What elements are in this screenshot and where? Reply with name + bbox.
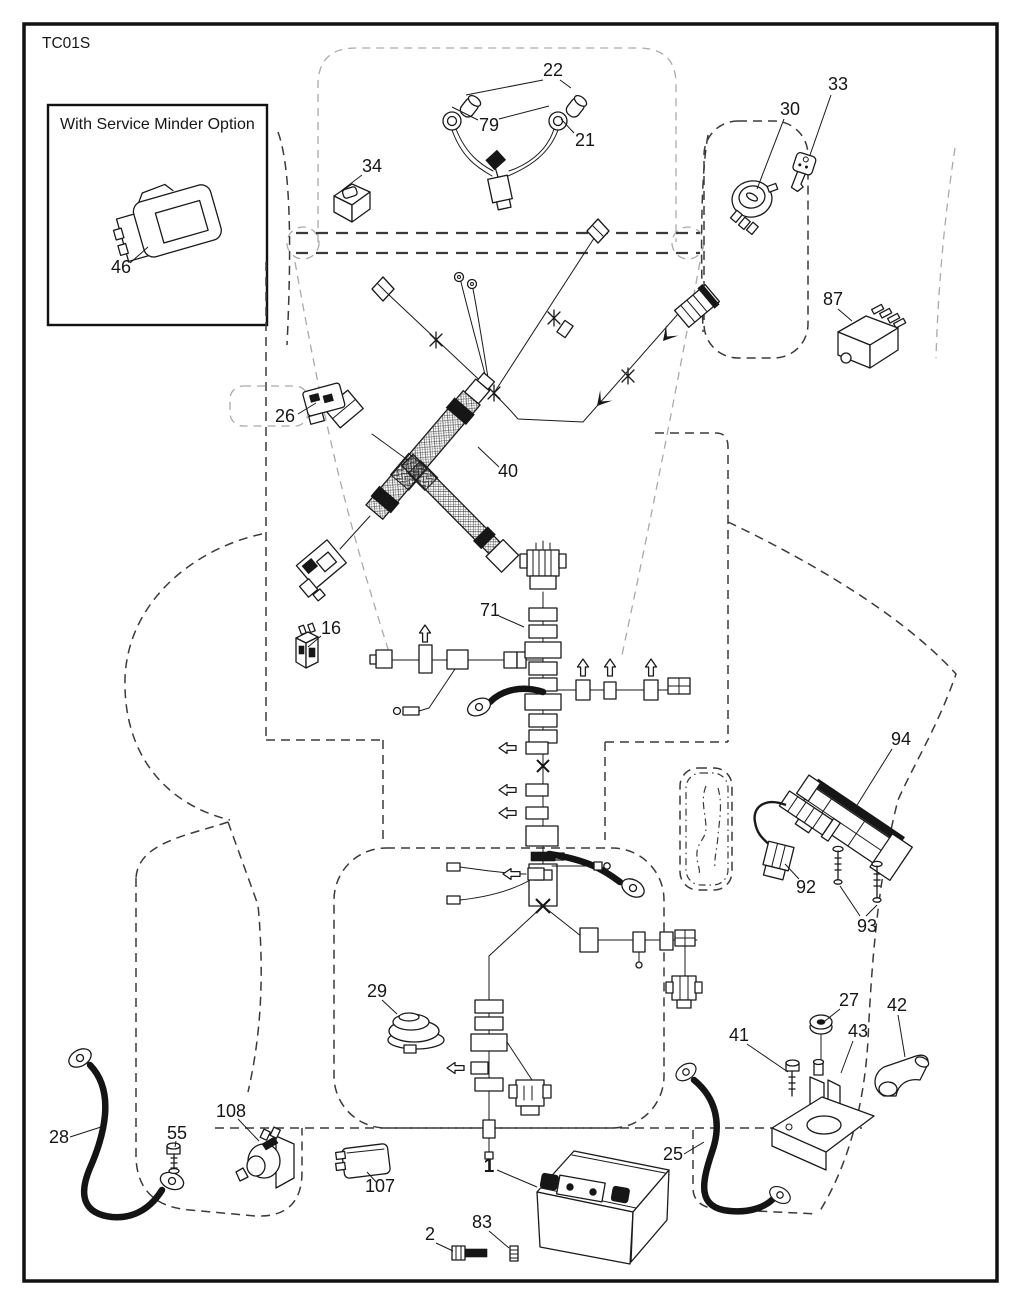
battery-cable-illustration <box>673 1060 794 1212</box>
battery-bolt-illustration <box>452 1246 487 1260</box>
part-label-30: 30 <box>779 99 801 119</box>
battery-illustration <box>537 1151 669 1264</box>
service-minder-inset <box>48 105 267 325</box>
part-label-33: 33 <box>827 74 849 94</box>
starter-relay-illustration <box>838 304 906 368</box>
part-label-16: 16 <box>320 618 342 638</box>
battery-tray-illustration <box>772 1060 874 1171</box>
terminal-boot-illustration <box>875 1055 930 1096</box>
control-module-illustration <box>755 773 915 902</box>
part-label-71: 71 <box>479 600 501 620</box>
ignition-area-outline <box>704 121 808 358</box>
part-label-55: 55 <box>166 1123 188 1143</box>
module-plug-illustration <box>761 841 794 880</box>
part-label-41: 41 <box>728 1025 750 1045</box>
part-label-43: 43 <box>847 1021 869 1041</box>
hour-meter-illustration <box>388 1013 444 1053</box>
ignition-key-illustration <box>786 152 817 194</box>
dash-harness-illustration <box>288 219 721 604</box>
part-label-107: 107 <box>364 1176 396 1196</box>
relay-107-illustration <box>336 1143 391 1178</box>
part-label-42: 42 <box>886 995 908 1015</box>
terminal-bolt-illustration <box>510 1246 518 1261</box>
part-label-27: 27 <box>838 990 860 1010</box>
headlamp-harness-illustration <box>443 93 589 210</box>
part-label-34: 34 <box>361 156 383 176</box>
part-label-40: 40 <box>497 461 519 481</box>
harness-connector-illustration <box>288 540 353 604</box>
part-label-92: 92 <box>795 877 817 897</box>
main-harness-illustration <box>370 541 702 1159</box>
part-label-26: 26 <box>274 406 296 426</box>
page-title: TC01S <box>42 35 91 52</box>
part-label-108: 108 <box>215 1101 247 1121</box>
part-label-28: 28 <box>48 1127 70 1147</box>
part-label-22: 22 <box>542 60 564 80</box>
part-label-94: 94 <box>890 729 912 749</box>
part-label-79: 79 <box>478 115 500 135</box>
nut-27-illustration <box>810 1015 832 1060</box>
part-label-93: 93 <box>856 916 878 936</box>
part-label-21: 21 <box>574 130 596 150</box>
bolt-55-illustration <box>167 1143 180 1173</box>
part-label-25: 25 <box>662 1144 684 1164</box>
part-label-1: 1 <box>483 1156 495 1177</box>
part-label-83: 83 <box>471 1212 493 1232</box>
ignition-switch-illustration <box>729 177 778 234</box>
part-label-87: 87 <box>822 289 844 309</box>
part-label-46: 46 <box>110 257 132 277</box>
solenoid-illustration <box>236 1127 294 1188</box>
bolt-41-illustration <box>786 1060 799 1096</box>
part-label-2: 2 <box>424 1224 436 1244</box>
seat-switch-illustration <box>296 623 318 668</box>
light-switch-illustration <box>334 184 370 222</box>
part-label-29: 29 <box>366 981 388 1001</box>
inset-title: With Service Minder Option <box>60 116 255 133</box>
